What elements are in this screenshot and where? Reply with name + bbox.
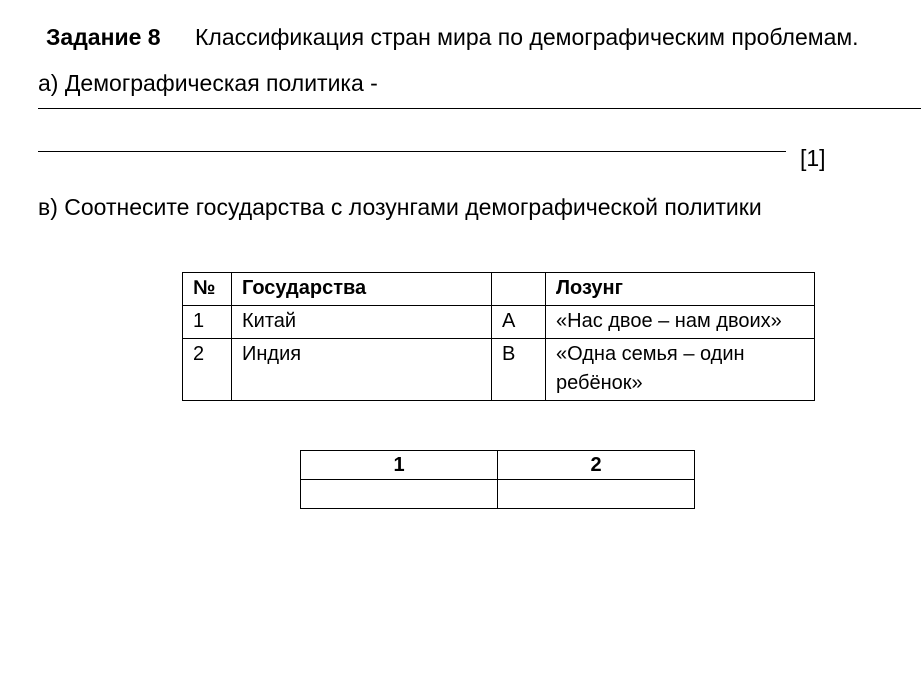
task-number: Задание 8 xyxy=(46,24,161,50)
slogan-cell: «Одна семья – один ребёнок» xyxy=(546,339,815,401)
answer-cell-1[interactable] xyxy=(301,480,498,509)
letter-cell: А xyxy=(492,306,546,339)
answer-row xyxy=(301,480,695,509)
row-number: 2 xyxy=(183,339,232,401)
letter-cell: В xyxy=(492,339,546,401)
part-b-prompt: в) Соотнесите государства с лозунгами демографической политики xyxy=(38,194,762,220)
header-countries: Государства xyxy=(232,273,492,306)
answer-blank-line-1[interactable] xyxy=(38,108,921,109)
header-letter xyxy=(492,273,546,306)
answer-header-2: 2 xyxy=(498,451,695,480)
row-number: 1 xyxy=(183,306,232,339)
matching-table xyxy=(182,272,815,401)
answer-blank-line-2[interactable] xyxy=(38,151,786,152)
table-row xyxy=(183,306,815,339)
table-row xyxy=(183,339,815,401)
answer-table xyxy=(300,450,695,509)
country-cell: Китай xyxy=(232,306,492,339)
part-a-prompt: а) Демографическая политика - xyxy=(38,70,378,96)
header-number: № xyxy=(183,273,232,306)
header-slogan: Лозунг xyxy=(546,273,815,306)
answer-header-1: 1 xyxy=(301,451,498,480)
answer-cell-2[interactable] xyxy=(498,480,695,509)
answer-table-header xyxy=(301,451,695,480)
task-title-text: Классификация стран мира по демографическим проблемам. xyxy=(195,24,859,50)
country-cell: Индия xyxy=(232,339,492,401)
task-title xyxy=(46,24,859,51)
score-mark: [1] xyxy=(800,145,826,171)
matching-table-header xyxy=(183,273,815,306)
slogan-cell: «Нас двое – нам двоих» xyxy=(546,306,815,339)
